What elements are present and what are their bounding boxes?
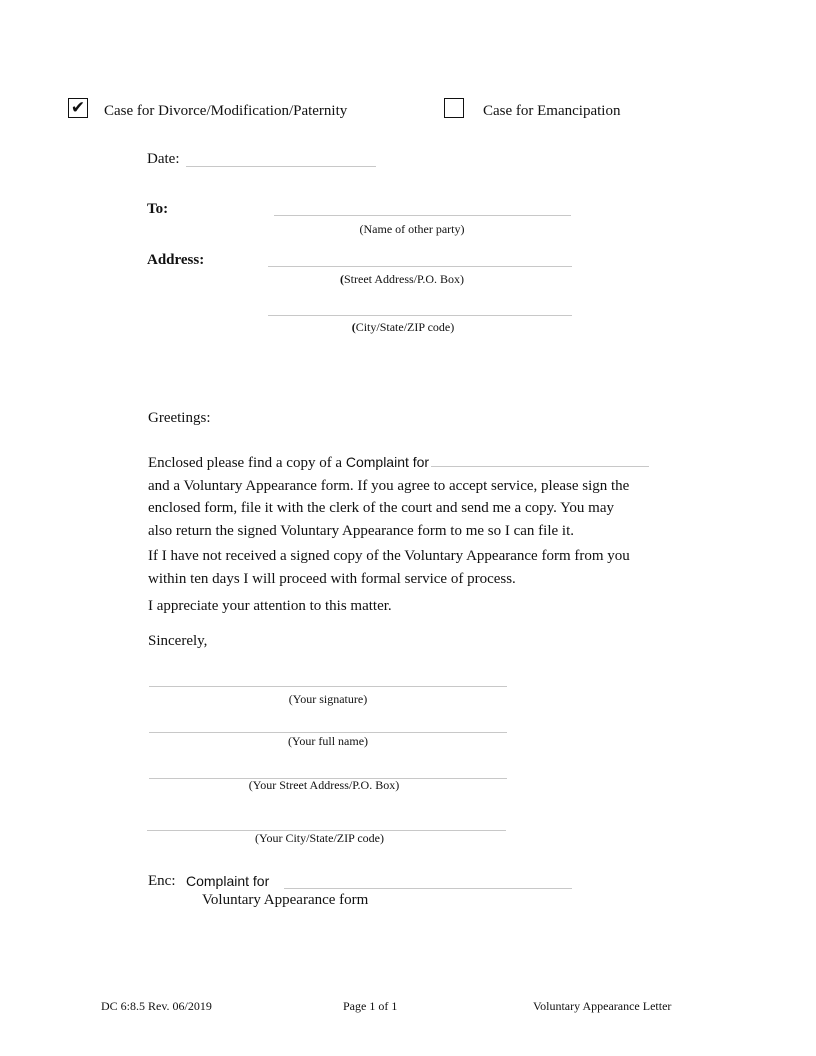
body-line-3: enclosed form, file it with the clerk of the court and send me a copy. You may [148, 500, 614, 516]
other-party-name-caption: (Name of other party) [359, 222, 465, 236]
street-address-field[interactable] [268, 266, 572, 267]
body-p2-line-2: within ten days I will proceed with formal service of process. [148, 570, 516, 587]
your-street-caption: (Your Street Address/P.O. Box) [248, 778, 400, 792]
greeting: Greetings: [148, 410, 211, 426]
city-state-zip-caption [268, 320, 538, 335]
date-label: Date: [147, 151, 180, 167]
city-state-zip-field[interactable] [268, 315, 572, 316]
complaint-type-field[interactable] [431, 452, 649, 467]
body-paragraph-2 [148, 545, 688, 590]
footer-form-id: DC 6:8.5 Rev. 06/2019 [101, 999, 212, 1013]
street-address-caption [268, 272, 536, 287]
divorce-case-label: Case for Divorce/Modification/Paternity [104, 103, 348, 119]
divorce-checkbox[interactable] [68, 98, 88, 118]
body-line-4: also return the signed Voluntary Appearance form to me so I can file it. [148, 522, 574, 539]
check-mark-icon: ✔ [70, 97, 86, 118]
complaint-for-label: Complaint for [345, 454, 430, 470]
emancipation-checkbox[interactable] [444, 98, 464, 118]
enclosure-voluntary-appearance: Voluntary Appearance form [202, 892, 369, 908]
enclosures-label: Enc: [148, 873, 176, 889]
other-party-name-field[interactable] [274, 215, 571, 216]
city-caption-text: City/State/ZIP code) [355, 320, 455, 334]
body-p2-line-1: If I have not received a signed copy of the Voluntary Appearance form from you [148, 548, 630, 564]
full-name-field[interactable] [149, 732, 507, 733]
to-label: To: [147, 201, 169, 217]
emancipation-case-label: Case for Emancipation [483, 103, 621, 119]
closing-text: Sincerely, [148, 633, 208, 649]
your-city-caption: (Your City/State/ZIP code) [255, 831, 384, 845]
full-name-caption: (Your full name) [287, 734, 369, 748]
footer-page-number: Page 1 of 1 [343, 999, 398, 1013]
address-label: Address: [147, 252, 205, 268]
street-caption-paren: ( [340, 272, 344, 286]
body-intro-text: Enclosed please find a copy of a [148, 455, 343, 471]
enclosure-complaint-label: Complaint for [186, 873, 270, 889]
city-caption-paren: ( [351, 320, 356, 334]
appreciation-text: I appreciate your attention to this matter. [148, 598, 392, 614]
body-paragraph-1 [148, 451, 688, 542]
date-field[interactable] [186, 166, 376, 167]
body-line-1 [148, 451, 688, 475]
street-caption-text: Street Address/P.O. Box) [344, 272, 464, 286]
footer-document-title: Voluntary Appearance Letter [533, 999, 672, 1013]
body-line-2: and a Voluntary Appearance form. If you agree to accept service, please sign the [148, 477, 630, 494]
signature-caption: (Your signature) [288, 692, 368, 706]
enclosure-complaint-field[interactable] [284, 888, 572, 889]
signature-field[interactable] [149, 686, 507, 687]
